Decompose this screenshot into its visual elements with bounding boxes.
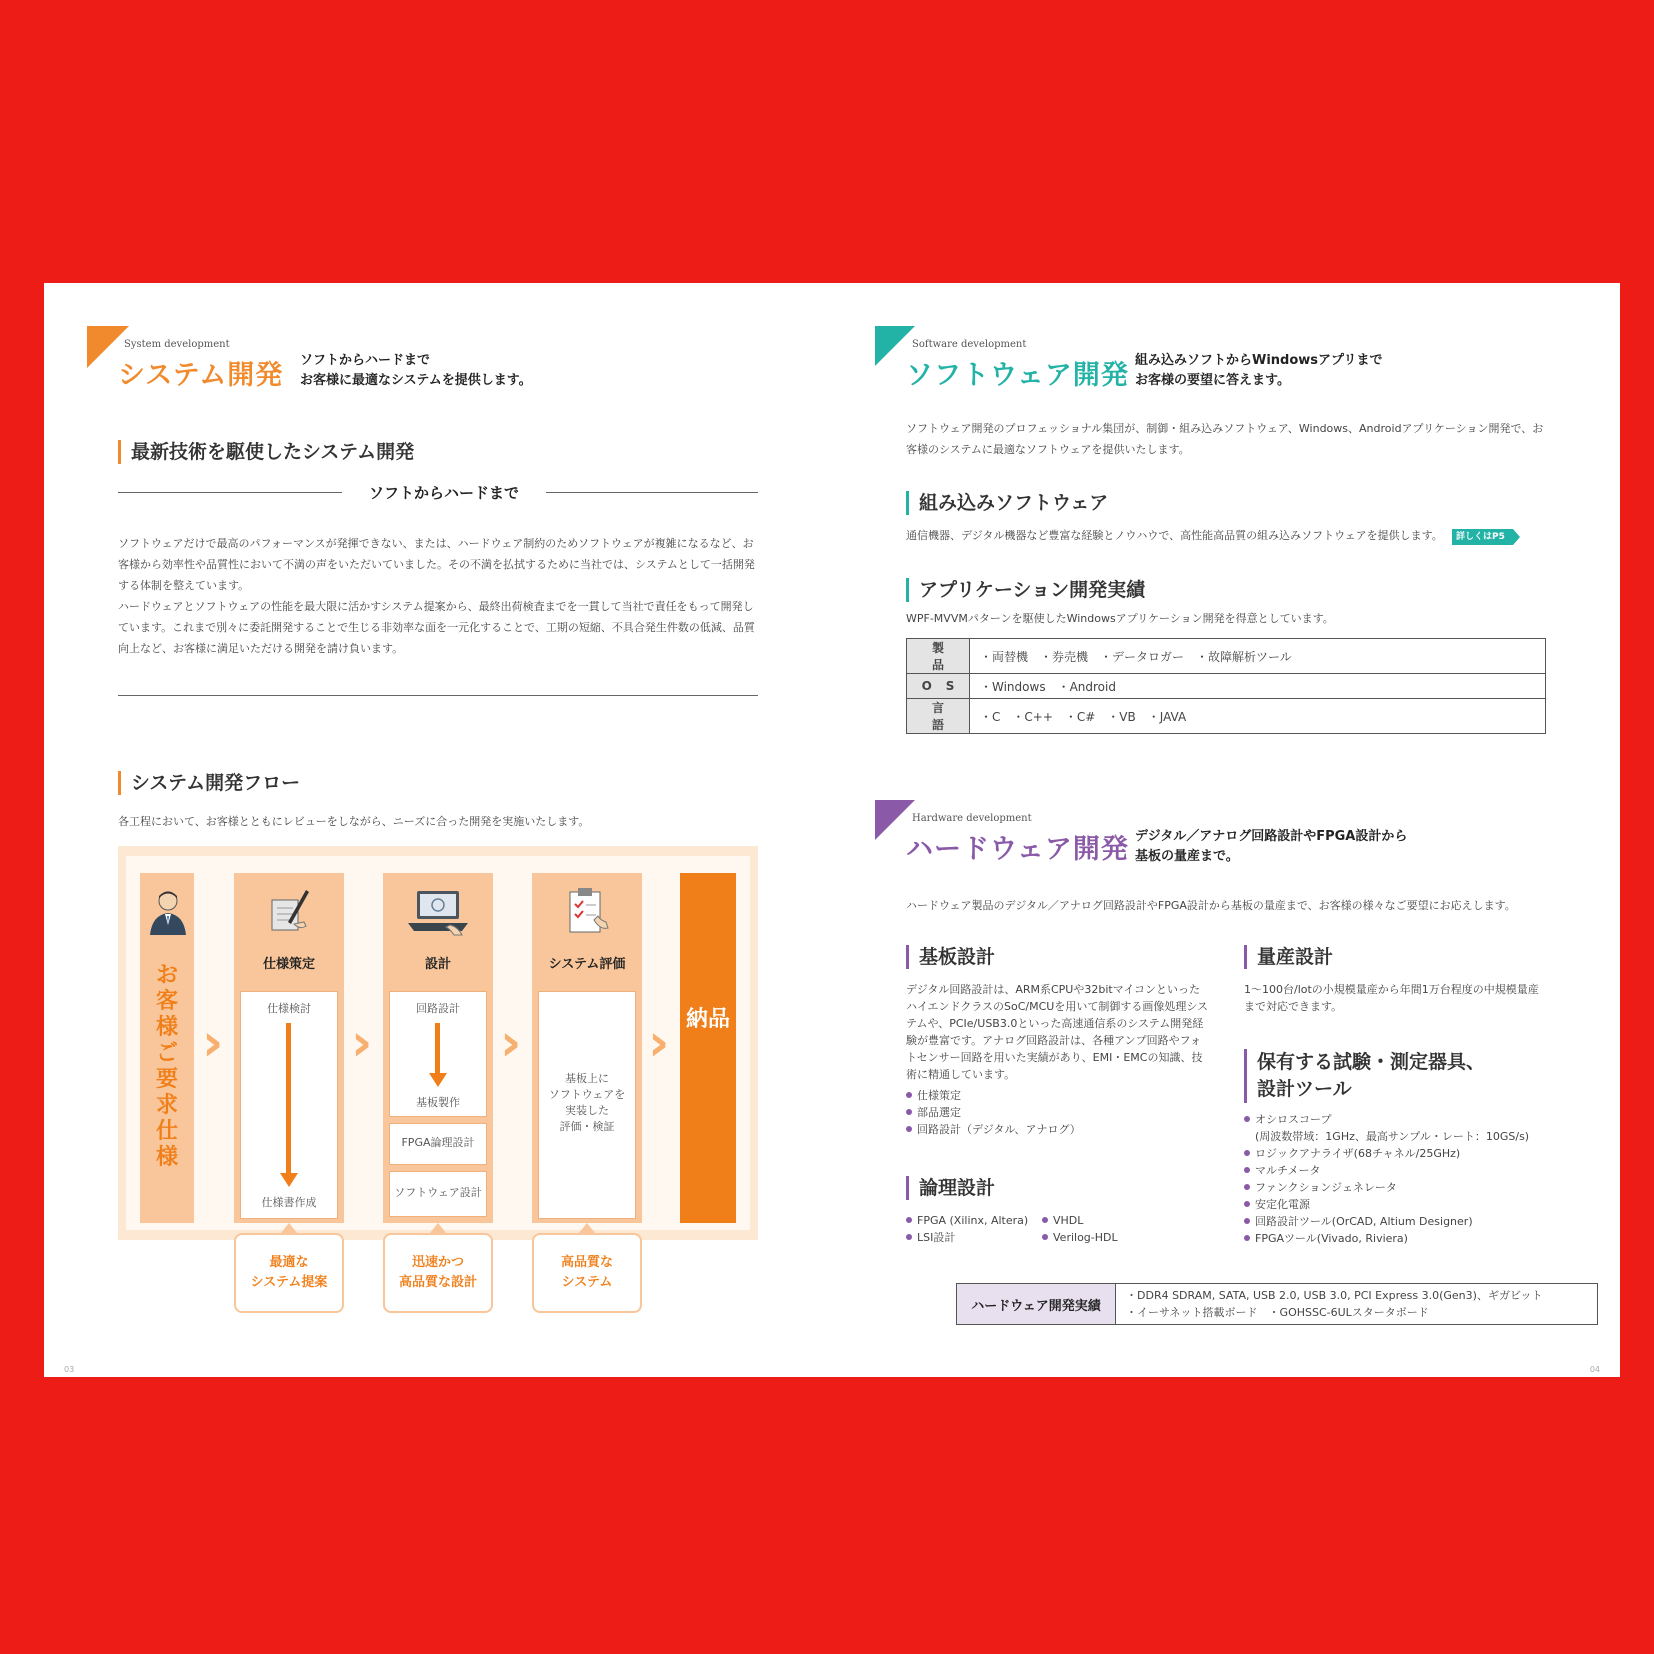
- heading-embedded: 組み込みソフトウェア: [906, 491, 1108, 515]
- heading-logic: 論理設計: [906, 1176, 995, 1200]
- heading-mass: 量産設計: [1244, 945, 1333, 969]
- software-design-label: ソフトウェア設計: [394, 1186, 482, 1199]
- details-link[interactable]: 詳しくはP5: [1452, 529, 1513, 545]
- table-key: OS: [907, 674, 970, 699]
- heading-flow: システム開発フロー: [118, 771, 300, 795]
- record-line-1: ・DDR4 SDRAM, SATA, USB 2.0, USB 3.0, PCI Express 3.0(Gen3)、ギガビット: [1126, 1289, 1543, 1302]
- laptop-icon: [406, 889, 472, 937]
- design-title: 設計: [424, 957, 451, 972]
- logic-list-b: [1042, 1212, 1118, 1246]
- lead-line-2: お客様に最適なシステムを提供します。: [300, 373, 532, 388]
- result-proposal: 最適な システム提案: [234, 1233, 344, 1313]
- software-intro: ソフトウェア開発のプロフェッショナル集団が、制御・組み込みソフトウェア、Windows、Androidアプリケーション開発で、お客様のシステムに最適なソフトウェアを提供いたします。: [906, 422, 1544, 456]
- list-item: VHDL: [1042, 1212, 1118, 1229]
- heading-board: 基板設計: [906, 945, 995, 969]
- table-value: ・両替機 ・券売機 ・データロガー ・故障解析ツール: [970, 639, 1546, 674]
- pointer-up-icon: [430, 1223, 446, 1233]
- delivery-column: [680, 873, 736, 1223]
- record-value: [1116, 1284, 1597, 1324]
- record-line-2: ・イーサネット搭載ボード ・GOHSSC-6ULスタータボード: [1126, 1306, 1429, 1319]
- section-divider: [118, 695, 758, 696]
- spec-step-bottom: 仕様書作成: [261, 1196, 317, 1209]
- left-page: [44, 283, 832, 1377]
- list-item: マルチメータ: [1244, 1162, 1529, 1179]
- table-value: ・Windows ・Android: [970, 674, 1546, 699]
- section-lead: [300, 351, 532, 391]
- page-number: 03: [64, 1365, 75, 1374]
- result-design: 迅速かつ 高品質な設計: [383, 1233, 493, 1313]
- delivery-label: 納品: [685, 1007, 730, 1032]
- list-item: ファンクションジェネレータ: [1244, 1179, 1529, 1196]
- heading-tools-line-2: 設計ツール: [1257, 1078, 1352, 1100]
- heading-tech: 最新技術を駆使したシステム開発: [118, 440, 414, 464]
- list-item: ロジックアナライザ(68チャネル/25GHz): [1244, 1145, 1529, 1162]
- chevron-right-icon: ›: [202, 1013, 224, 1073]
- divider-right: [546, 492, 758, 493]
- page-number: 04: [1589, 1365, 1600, 1374]
- body-paragraph-2: ハードウェアとソフトウェアの性能を最大限に活かすシステム提案から、最終出荷検査までを一貫して当社で責任をもって開発しています。これまで別々に委託開発することで生じる非効率な面を一元化することで、工期の短縮、不具合発生件数の低減、品質向上など、お客様に満足いただける開発を請け負います。: [118, 600, 755, 655]
- brochure-spread: [44, 283, 1620, 1377]
- list-item: 部品選定: [906, 1104, 1081, 1121]
- section-en-label: System development: [124, 339, 230, 350]
- table-row: [907, 674, 1546, 699]
- list-item: オシロスコープ: [1244, 1111, 1529, 1128]
- customer-person-icon: [148, 889, 188, 935]
- list-item: FPGA (Xilinx, Altera): [906, 1212, 1028, 1229]
- list-item: LSI設計: [906, 1229, 1028, 1246]
- software-en-label: Software development: [912, 339, 1027, 350]
- chevron-right-icon: ›: [351, 1013, 373, 1073]
- table-row: [907, 699, 1546, 734]
- board-text: デジタル回路設計は、ARM系CPUや32bitマイコンといったハイエンドクラスのSoC/MCUを用いて制御する画像処理システムや、PCIe/USB3.0といった高速通信系のシステム開発経験が豊富です。アナログ回路設計は、各種アンプ回路やフォトセンサー回路を用いた実績があり、EMI・EMCの知識、技術に精通しています。: [906, 983, 1208, 1081]
- result-system: 高品質な システム: [532, 1233, 642, 1313]
- divider-left: [118, 492, 342, 493]
- evaluation-text: 基板上に ソフトウェアを 実装した 評価・検証: [548, 1072, 626, 1133]
- section-title: システム開発: [118, 360, 284, 391]
- progress-line: [435, 1023, 440, 1075]
- progress-line: [286, 1023, 291, 1175]
- heading-app: アプリケーション開発実績: [906, 578, 1145, 602]
- tools-list: [1244, 1111, 1529, 1247]
- pointer-up-icon: [281, 1223, 297, 1233]
- arrow-down-icon: [280, 1173, 298, 1187]
- embedded-text: 通信機器、デジタル機器など豊富な経験とノウハウで、高性能高品質の組み込みソフトウェアを提供します。: [906, 529, 1443, 542]
- hardware-title: ハードウェア開発: [906, 834, 1129, 865]
- evaluation-title: システム評価: [548, 957, 626, 972]
- pen-document-icon: [270, 886, 310, 936]
- table-value: ・C ・C++ ・C# ・VB ・JAVA: [970, 699, 1546, 734]
- fpga-label: FPGA論理設計: [401, 1136, 475, 1149]
- board-list: [906, 1087, 1081, 1138]
- body-paragraph-1: ソフトウェアだけで最高のパフォーマンスが発揮できない、または、ハードウェア制約のためソフトウェアが複雑になるなど、お客様から効率性や品質性において不満の声をいただいていました。その不満を払拭するために当社では、システムとして一括開発する体制を整えています。: [118, 537, 755, 592]
- chevron-right-icon: ›: [500, 1013, 522, 1073]
- list-item: FPGAツール(Vivado, Riviera): [1244, 1230, 1529, 1247]
- list-item: 回路設計（デジタル、アナログ）: [906, 1121, 1081, 1138]
- flow-description: 各工程において、お客様とともにレビューをしながら、ニーズに合った開発を実施いたします。: [118, 815, 590, 828]
- list-item: 回路設計ツール(OrCAD, Altium Designer): [1244, 1213, 1529, 1230]
- list-item: 安定化電源: [1244, 1196, 1529, 1213]
- table-key: 製品: [907, 639, 970, 674]
- lead-line-1: 組み込みソフトからWindowsアプリまで: [1135, 353, 1383, 368]
- chevron-right-icon: ›: [648, 1013, 670, 1073]
- logic-list-a: [906, 1212, 1028, 1246]
- design-step-bottom: 基板製作: [416, 1096, 460, 1109]
- app-text: WPF-MVVMパターンを駆使したWindowsアプリケーション開発を得意としています。: [906, 612, 1334, 625]
- list-item: Verilog-HDL: [1042, 1229, 1118, 1246]
- mass-text: 1〜100台/lotの小規模量産から年間1万台程度の中規模量産まで対応できます。: [1244, 983, 1539, 1013]
- hardware-lead: [1135, 827, 1407, 867]
- heading-tools-line-1: 保有する試験・測定器具、: [1257, 1051, 1486, 1073]
- list-item-detail: (周波数帯域：1GHz、最高サンプル・レート：10GS/s): [1255, 1130, 1530, 1143]
- design-step-top: 回路設計: [416, 1002, 460, 1015]
- lead-line-1: デジタル／アナログ回路設計やFPGA設計から: [1135, 829, 1408, 844]
- lead-line-2: お客様の要望に答えます。: [1135, 373, 1290, 388]
- tagline: ソフトからハードまで: [368, 484, 519, 502]
- table-row: [907, 639, 1546, 674]
- record-key: ハードウェア開発実績: [957, 1284, 1116, 1324]
- list-item: 仕様策定: [906, 1087, 1081, 1104]
- customer-requirements-label: お客様ご要求仕様: [155, 963, 178, 1170]
- checklist-icon: [566, 886, 610, 938]
- table-key: 言語: [907, 699, 970, 734]
- heading-tools: [1244, 1049, 1485, 1103]
- lead-line-1: ソフトからハードまで: [300, 353, 431, 368]
- lead-line-2: 基板の量産まで。: [1135, 849, 1239, 864]
- spec-title: 仕様策定: [262, 957, 315, 972]
- spec-step-top: 仕様検討: [267, 1002, 311, 1015]
- arrow-down-icon: [429, 1073, 447, 1087]
- app-spec-table: [906, 638, 1546, 734]
- hardware-en-label: Hardware development: [912, 813, 1032, 824]
- software-lead: [1135, 351, 1383, 391]
- right-page: [832, 283, 1620, 1377]
- hardware-record-table: [956, 1283, 1598, 1325]
- hardware-intro: ハードウェア製品のデジタル／アナログ回路設計やFPGA設計から基板の量産まで、お客様の様々なご要望にお応えします。: [906, 899, 1516, 912]
- software-title: ソフトウェア開発: [906, 360, 1129, 391]
- pointer-up-icon: [579, 1223, 595, 1233]
